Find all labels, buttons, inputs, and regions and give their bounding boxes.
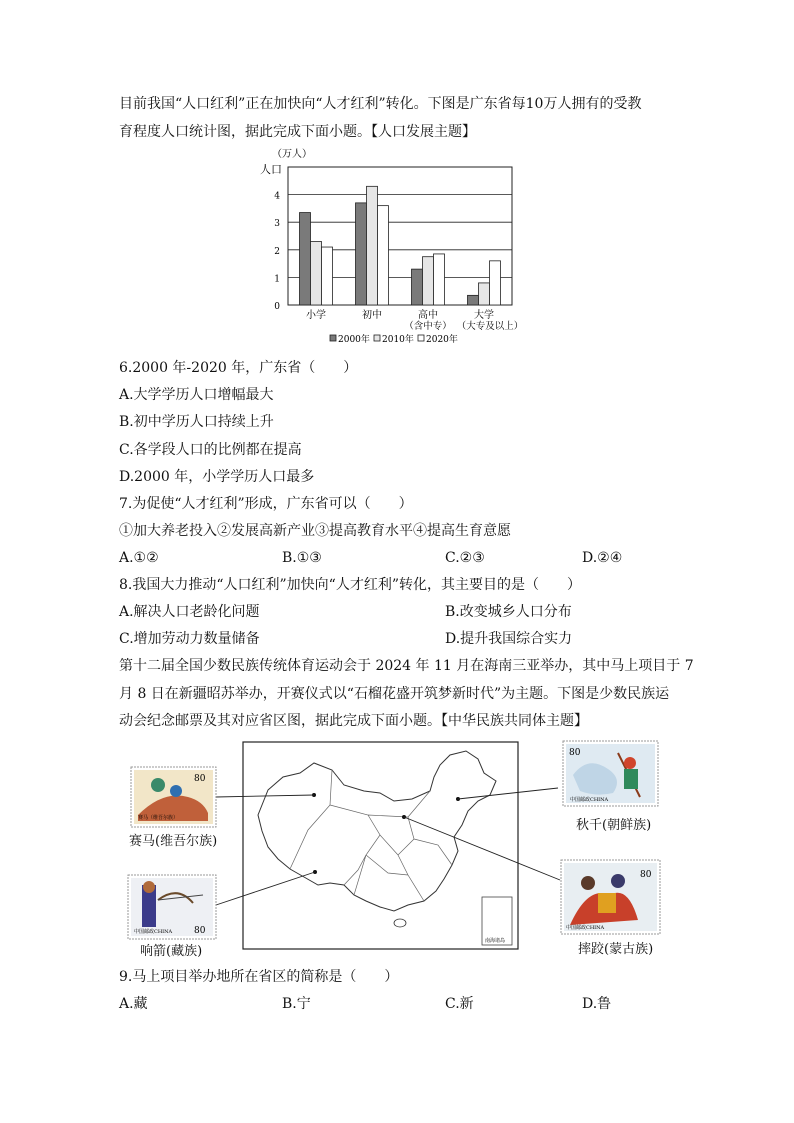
q8-option-d[interactable]: D.提升我国综合实力: [445, 631, 573, 647]
x-tick-label: 高中: [418, 310, 438, 321]
q7-option-d[interactable]: D.②④: [582, 550, 623, 566]
map-frame: [243, 742, 518, 949]
q9-option-c[interactable]: C.新: [445, 996, 474, 1012]
bar: [378, 206, 389, 305]
legend-swatch: [330, 335, 336, 341]
x-tick-note: （含中专）: [404, 321, 452, 332]
bar: [300, 213, 311, 305]
bar: [423, 257, 434, 305]
bar: [367, 186, 378, 305]
y-axis-label: 人口: [260, 163, 282, 176]
bar: [490, 261, 501, 305]
q6-option-c[interactable]: C.各学段人口的比例都在提高: [119, 442, 302, 458]
y-tick-label: 0: [274, 302, 280, 312]
q7-option-b[interactable]: B.①③: [282, 550, 322, 566]
svg-text:赛马（维吾尔族）: 赛马（维吾尔族）: [138, 815, 179, 821]
q6-option-a[interactable]: A.大学学历人口增幅最大: [119, 387, 274, 403]
x-tick-label: 初中: [362, 310, 382, 321]
caption-whistling-arrow: 响箭(藏族): [140, 944, 203, 959]
x-tick-note: （大专及以上）: [456, 321, 524, 332]
q7-option-c[interactable]: C.②③: [445, 550, 485, 566]
intro2-line2: 月 8 日在新疆昭苏举办，开赛仪式以“石榴花盛开筑梦新时代”为主题。下图是少数民族运: [119, 686, 670, 702]
y-tick-label: 4: [274, 191, 280, 202]
q8-option-b[interactable]: B.改变城乡人口分布: [445, 604, 572, 620]
q7-items: ①加大养老投入②发展高新产业③提高教育水平④提高生育意愿: [119, 523, 511, 539]
bar: [311, 242, 322, 305]
stamp-swing: [563, 741, 658, 806]
bar: [356, 203, 367, 305]
q8-option-a[interactable]: A.解决人口老龄化问题: [119, 604, 260, 620]
q6-option-b[interactable]: B.初中学历人口持续上升: [119, 414, 274, 430]
svg-text:80: 80: [569, 748, 581, 758]
q7-option-a[interactable]: A.①②: [119, 550, 159, 566]
legend-label: 2000年: [338, 335, 370, 345]
y-tick-label: 1: [274, 274, 280, 285]
legend-label: 2010年: [382, 335, 414, 345]
education-bar-chart: [250, 145, 550, 350]
q9-option-d[interactable]: D.鲁: [582, 996, 612, 1012]
stamp-wrestling: [561, 860, 660, 934]
inset-label: 南海诸岛: [485, 938, 506, 944]
q6-option-d[interactable]: D.2000 年，小学学历人口最多: [119, 469, 315, 485]
bar: [479, 283, 490, 305]
intro1-line1: 目前我国“人口红利”正在加快向“人才红利”转化。下图是广东省每10万人拥有的受教: [119, 96, 642, 112]
intro2-line3: 动会纪念邮票及其对应省区图，据此完成下面小题。【中华民族共同体主题】: [119, 713, 588, 729]
svg-text:80: 80: [194, 926, 206, 936]
y-unit: （万人）: [272, 149, 312, 160]
intro2-line1: 第十二届全国少数民族传统体育运动会于 2024 年 11 月在海南三亚举办，其中马上项目于 7: [119, 658, 694, 674]
bar: [322, 247, 333, 305]
y-tick-label: 3: [274, 219, 280, 230]
bar: [468, 295, 479, 305]
q7-stem: 7.为促使“人才红利”形成，广东省可以（ ）: [119, 496, 413, 512]
caption-horse-racing: 赛马(维吾尔族): [129, 834, 218, 849]
x-tick-label: 小学: [306, 310, 326, 321]
q9-option-b[interactable]: B.宁: [282, 996, 311, 1012]
intro1-line2: 育程度人口统计图，据此完成下面小题。【人口发展主题】: [119, 124, 476, 140]
svg-text:中国邮政CHINA: 中国邮政CHINA: [566, 925, 605, 931]
q9-stem: 9.马上项目举办地所在省区的简称是（ ）: [119, 969, 399, 985]
bar: [412, 269, 423, 305]
stamp-horse-racing: [131, 767, 216, 827]
stamp-whistling-arrow: [128, 875, 216, 939]
caption-swing: 秋千(朝鲜族): [576, 818, 652, 833]
q6-stem: 6.2000 年-2020 年，广东省（ ）: [119, 360, 358, 376]
bar: [434, 254, 445, 305]
svg-text:中国邮政CHINA: 中国邮政CHINA: [134, 929, 173, 935]
svg-text:中国邮政CHINA: 中国邮政CHINA: [570, 797, 609, 803]
svg-text:80: 80: [640, 870, 652, 880]
x-tick-label: 大学: [474, 310, 494, 321]
caption-wrestling: 摔跤(蒙古族): [578, 942, 654, 957]
y-tick-label: 2: [274, 246, 280, 257]
q9-option-a[interactable]: A.藏: [119, 996, 148, 1012]
q8-option-c[interactable]: C.增加劳动力数量储备: [119, 631, 260, 647]
legend-swatch: [374, 335, 380, 341]
legend-swatch: [418, 335, 424, 341]
legend-label: 2020年: [426, 335, 458, 345]
q8-stem: 8.我国大力推动“人口红利”加快向“人才红利”转化，其主要目的是（ ）: [119, 577, 581, 593]
svg-text:80: 80: [194, 774, 206, 784]
